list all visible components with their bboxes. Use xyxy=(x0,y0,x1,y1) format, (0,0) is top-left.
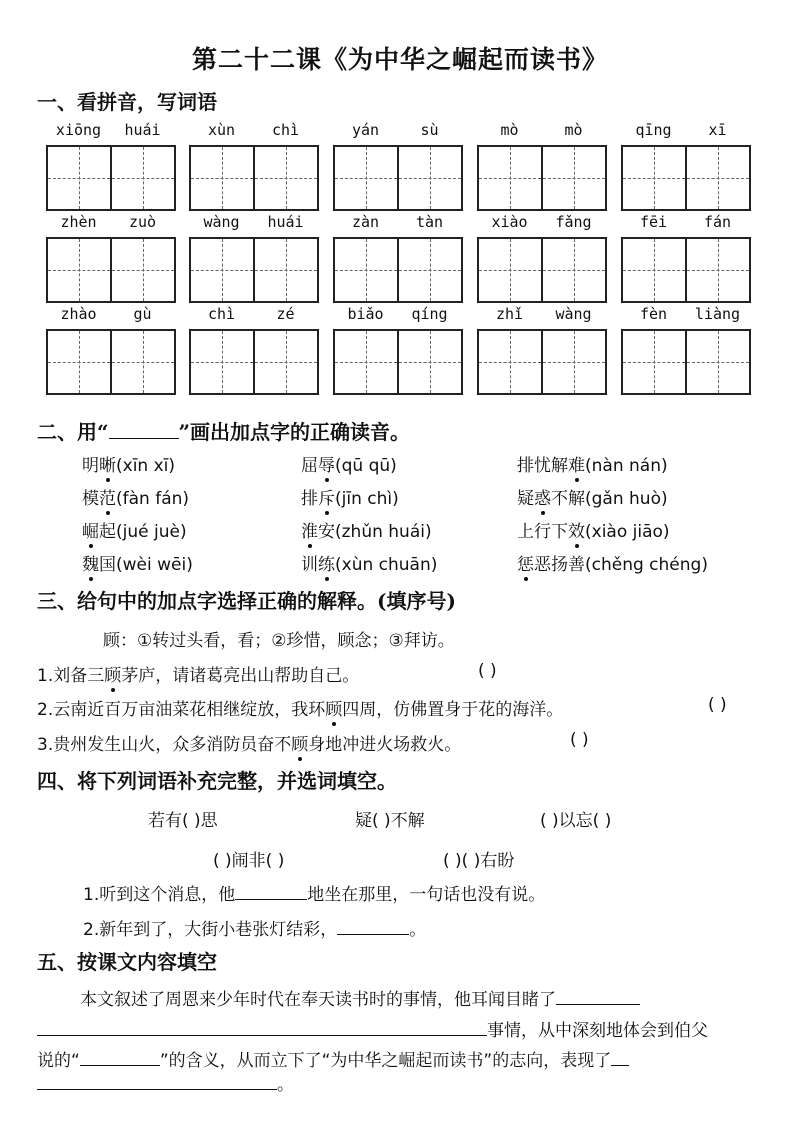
pinyin-label: xiào xyxy=(491,213,528,231)
reading-suffix: (xīn xī) xyxy=(116,456,176,476)
writing-cells xyxy=(333,145,461,209)
dotted-char: 魏 xyxy=(82,550,99,575)
reading-item[interactable] xyxy=(301,550,437,575)
question-2 xyxy=(37,695,563,720)
reading-item[interactable] xyxy=(517,517,670,542)
writing-cell[interactable] xyxy=(541,145,607,211)
dotted-char: 练 xyxy=(318,550,335,575)
writing-cell[interactable] xyxy=(189,237,255,303)
reading-item[interactable] xyxy=(517,484,668,509)
writing-cell[interactable] xyxy=(253,237,319,303)
writing-cell[interactable] xyxy=(477,145,543,211)
writing-cells xyxy=(333,329,461,393)
reading-suffix: 安(zhǔn huái) xyxy=(318,522,432,542)
pinyin-row xyxy=(0,305,800,395)
page-title: 第二十二课《为中华之崛起而读书》 xyxy=(191,45,608,74)
dotted-char: 淮 xyxy=(301,517,318,542)
q3-pre: 3.贵州发生山火，众多消防员奋不 xyxy=(37,735,292,755)
dotted-char: 惑 xyxy=(534,484,551,509)
pinyin-label: wàng xyxy=(555,305,592,323)
reading-suffix: (nàn nán) xyxy=(585,456,668,476)
pinyin-label: zhǐ xyxy=(495,305,524,323)
p2-text: 事情，从中深刻地体会到伯父 xyxy=(487,1021,708,1041)
pinyin-label: chì xyxy=(207,305,236,323)
question-3 xyxy=(37,730,461,755)
writing-cell[interactable] xyxy=(621,329,687,395)
writing-cell[interactable] xyxy=(397,237,463,303)
writing-cell[interactable] xyxy=(685,329,751,395)
reading-suffix: (fàn fán) xyxy=(116,489,190,509)
writing-cell[interactable] xyxy=(110,237,176,303)
p2-blank[interactable] xyxy=(37,1017,487,1036)
writing-cell[interactable] xyxy=(685,237,751,303)
pinyin-label: qíng xyxy=(411,305,448,323)
pinyin-label: zhèn xyxy=(60,213,97,231)
writing-cell[interactable] xyxy=(477,237,543,303)
writing-cell[interactable] xyxy=(621,237,687,303)
pinyin-label: chì xyxy=(271,121,300,139)
pinyin-row xyxy=(0,121,800,211)
word-box-group xyxy=(621,213,751,303)
writing-cells xyxy=(46,237,174,301)
writing-cells xyxy=(621,145,749,209)
writing-cell[interactable] xyxy=(333,329,399,395)
dotted-char: 难 xyxy=(568,451,585,476)
reading-item[interactable] xyxy=(82,517,187,542)
fill-sentence-2 xyxy=(83,915,426,940)
s2-pre: 2.新年到了，大街小巷张灯结彩， xyxy=(83,920,338,940)
writing-cell[interactable] xyxy=(253,329,319,395)
reading-suffix: (qū qū) xyxy=(335,456,397,476)
writing-cells xyxy=(621,237,749,301)
reading-prefix: 模 xyxy=(82,489,99,509)
writing-cells xyxy=(189,329,317,393)
s1-blank[interactable] xyxy=(235,881,307,900)
pinyin-label: xī xyxy=(708,121,727,139)
pinyin-label: wàng xyxy=(203,213,240,231)
q3-answer-blank[interactable]: ( ) xyxy=(570,730,589,750)
reading-suffix: (jīn chì) xyxy=(335,489,399,509)
word-box-group xyxy=(46,305,176,395)
pinyin-label: fǎng xyxy=(555,213,592,231)
word-box-group xyxy=(621,121,751,211)
word-box-group xyxy=(46,121,176,211)
pinyin-label: fēi xyxy=(639,213,668,231)
pinyin-label: tàn xyxy=(415,213,444,231)
fill-sentence-1 xyxy=(83,880,545,905)
s2-blank[interactable] xyxy=(337,916,409,935)
idiom-2[interactable]: 疑( )不解 xyxy=(355,811,425,831)
reading-item[interactable] xyxy=(517,451,668,476)
q2-post: 四周，仿佛置身于花的海洋。 xyxy=(342,700,564,720)
writing-cells xyxy=(477,329,605,393)
writing-cells xyxy=(189,145,317,209)
s1-post: 地坐在那里，一句话也没有说。 xyxy=(307,885,546,905)
underline-sample xyxy=(109,422,179,439)
q2-answer-blank[interactable]: ( ) xyxy=(708,695,727,715)
writing-cells xyxy=(333,237,461,301)
pinyin-label: huái xyxy=(267,213,304,231)
pinyin-label: liàng xyxy=(694,305,741,323)
reading-prefix: 明 xyxy=(82,456,99,476)
writing-cell[interactable] xyxy=(541,237,607,303)
writing-cell[interactable] xyxy=(110,145,176,211)
word-box-group xyxy=(333,305,463,395)
reading-item[interactable] xyxy=(82,484,189,509)
pinyin-label: zé xyxy=(276,305,295,323)
writing-cell[interactable] xyxy=(110,329,176,395)
reading-prefix: 训 xyxy=(301,555,318,575)
reading-prefix: 排 xyxy=(301,489,318,509)
p1-blank[interactable] xyxy=(556,986,640,1005)
s2-post: 。 xyxy=(409,920,427,940)
q2-dotted-char: 顾 xyxy=(325,695,342,720)
reading-suffix: (xùn chuān) xyxy=(335,555,438,575)
q1-post: 茅庐，请诸葛亮出山帮助自己。 xyxy=(121,666,360,686)
pinyin-label: zuò xyxy=(128,213,157,231)
section5-heading: 五、按课文内容填空 xyxy=(37,950,217,974)
reading-item[interactable] xyxy=(301,484,399,509)
section2-heading-post: ”画出加点字的正确读音。 xyxy=(178,420,411,444)
idiom-1[interactable]: 若有( )思 xyxy=(148,811,218,831)
p4-blank[interactable] xyxy=(37,1071,277,1090)
word-box-group xyxy=(477,213,607,303)
q1-pre: 1.刘备三 xyxy=(37,666,105,686)
pinyin-label: fán xyxy=(703,213,732,231)
idiom-4[interactable]: ( )闹非( ) xyxy=(213,851,285,871)
dotted-char: 效 xyxy=(568,517,585,542)
reading-suffix: 不解(gǎn huò) xyxy=(551,489,668,509)
section2-heading xyxy=(37,416,410,445)
pinyin-label: sù xyxy=(420,121,439,139)
word-box-group xyxy=(621,305,751,395)
section4-heading: 四、将下列词语补充完整，并选词填空。 xyxy=(37,769,397,793)
word-box-group xyxy=(333,121,463,211)
word-box-group xyxy=(477,121,607,211)
dotted-char: 辱 xyxy=(318,451,335,476)
writing-cell[interactable] xyxy=(621,145,687,211)
dotted-char: 惩 xyxy=(517,550,534,575)
writing-cells xyxy=(189,237,317,301)
writing-cell[interactable] xyxy=(685,145,751,211)
q1-dotted-char: 顾 xyxy=(104,661,121,686)
reading-item[interactable] xyxy=(301,451,397,476)
word-box-group xyxy=(477,305,607,395)
writing-cell[interactable] xyxy=(397,329,463,395)
writing-cells xyxy=(477,145,605,209)
reading-item[interactable] xyxy=(82,451,175,476)
reading-prefix: 疑 xyxy=(517,489,534,509)
pinyin-label: mò xyxy=(500,121,519,139)
writing-cell[interactable] xyxy=(333,237,399,303)
q3-dotted-char: 顾 xyxy=(291,730,308,755)
word-box-group xyxy=(46,213,176,303)
reading-suffix: 起(jué juè) xyxy=(99,522,187,542)
gu-meanings: 顾：①转过头看，看；②珍惜，顾念；③拜访。 xyxy=(103,631,455,651)
q3-post: 身地冲进火场救火。 xyxy=(308,735,462,755)
section2-heading-pre: 二、用“ xyxy=(37,420,109,444)
q1-answer-blank[interactable]: ( ) xyxy=(478,661,497,681)
para-line-3 xyxy=(37,1046,629,1071)
writing-cell[interactable] xyxy=(333,145,399,211)
q2-pre: 2.云南近百万亩油菜花相继绽放，我环 xyxy=(37,700,326,720)
p3-mid: ”的含义，从而立下了“为中华之崛起而读书”的志向，表现了 xyxy=(159,1051,612,1071)
p1-text: 本文叙述了周恩来少年时代在奉天读书时的事情，他耳闻目睹了 xyxy=(80,990,556,1010)
writing-cell[interactable] xyxy=(253,145,319,211)
reading-item[interactable] xyxy=(301,517,432,542)
section3-heading: 三、给句中的加点字选择正确的解释。(填序号) xyxy=(37,589,456,613)
idiom-3[interactable]: ( )以忘( ) xyxy=(540,811,612,831)
writing-cell[interactable] xyxy=(189,329,255,395)
word-box-group xyxy=(189,305,319,395)
para-line-2 xyxy=(37,1016,708,1041)
reading-prefix: 排忧解 xyxy=(517,456,568,476)
writing-cells xyxy=(46,145,174,209)
pinyin-label: qīng xyxy=(635,121,672,139)
writing-cells xyxy=(621,329,749,393)
dotted-char: 崛 xyxy=(82,517,99,542)
writing-cell[interactable] xyxy=(397,145,463,211)
pinyin-label: biǎo xyxy=(347,305,384,323)
writing-cell[interactable] xyxy=(46,237,112,303)
pinyin-label: mò xyxy=(564,121,583,139)
reading-suffix: 恶扬善(chěng chéng) xyxy=(534,555,708,575)
p4-text: 。 xyxy=(277,1075,294,1095)
question-1 xyxy=(37,661,359,686)
writing-cell[interactable] xyxy=(541,329,607,395)
pinyin-label: xiōng xyxy=(55,121,102,139)
writing-cells xyxy=(46,329,174,393)
reading-item[interactable] xyxy=(517,550,708,575)
pinyin-row xyxy=(0,213,800,303)
writing-cell[interactable] xyxy=(189,145,255,211)
writing-cells xyxy=(477,237,605,301)
reading-item[interactable] xyxy=(82,550,193,575)
p3-end-blank[interactable] xyxy=(611,1047,629,1066)
writing-cell[interactable] xyxy=(46,145,112,211)
writing-cell[interactable] xyxy=(46,329,112,395)
reading-suffix: 国(wèi wēi) xyxy=(99,555,193,575)
pinyin-label: yán xyxy=(351,121,380,139)
reading-suffix: (xiào jiāo) xyxy=(585,522,670,542)
para-line-1 xyxy=(80,985,640,1010)
s1-pre: 1.听到这个消息，他 xyxy=(83,885,236,905)
pinyin-label: zhào xyxy=(60,305,97,323)
para-line-4 xyxy=(37,1070,294,1095)
idiom-5[interactable]: ( )( )右盼 xyxy=(443,851,515,871)
dotted-char: 晰 xyxy=(99,451,116,476)
p3-pre: 说的“ xyxy=(37,1051,80,1071)
dotted-char: 斥 xyxy=(318,484,335,509)
pinyin-label: huái xyxy=(124,121,161,139)
section1-heading: 一、看拼音，写词语 xyxy=(37,90,217,114)
pinyin-label: fèn xyxy=(639,305,668,323)
word-box-group xyxy=(189,121,319,211)
pinyin-label: zàn xyxy=(351,213,380,231)
word-box-group xyxy=(333,213,463,303)
word-box-group xyxy=(189,213,319,303)
writing-cell[interactable] xyxy=(477,329,543,395)
p3-blank[interactable] xyxy=(80,1047,160,1066)
pinyin-label: xùn xyxy=(207,121,236,139)
reading-prefix: 屈 xyxy=(301,456,318,476)
reading-prefix: 上行下 xyxy=(517,522,568,542)
pinyin-label: gù xyxy=(133,305,152,323)
dotted-char: 范 xyxy=(99,484,116,509)
